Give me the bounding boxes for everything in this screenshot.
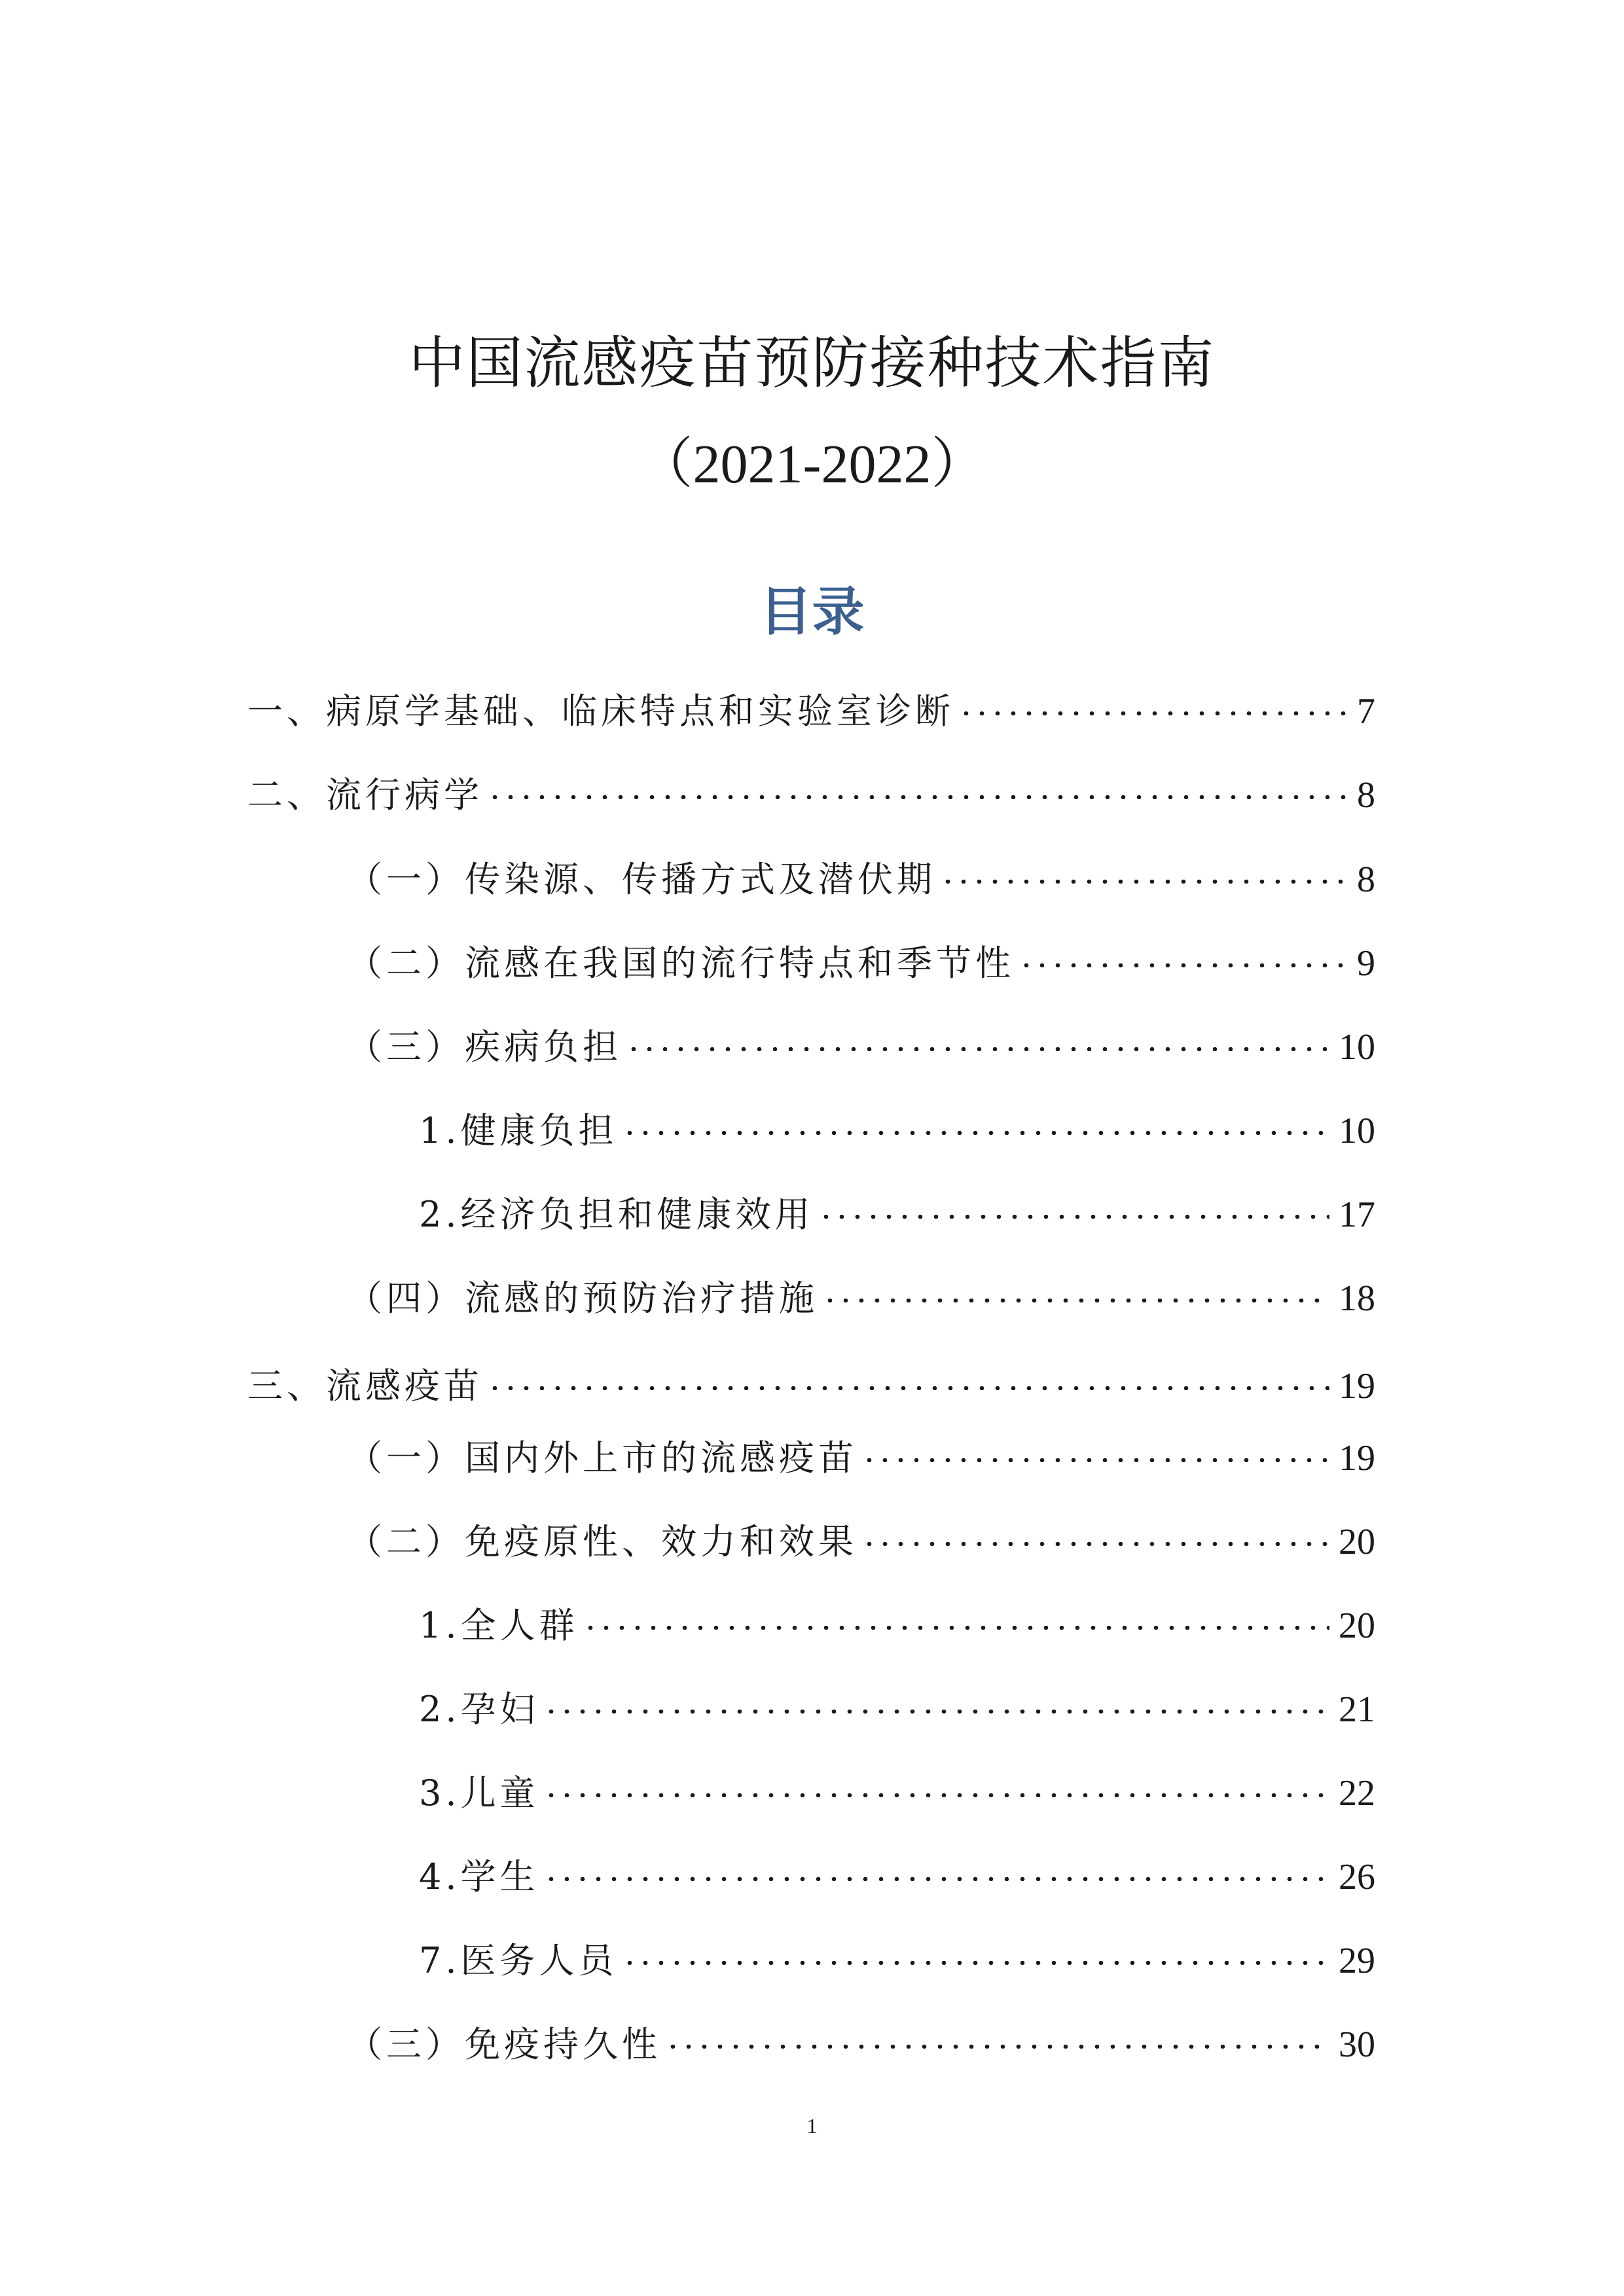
toc-entry[interactable] [247,1352,1375,1407]
toc-entry[interactable] [347,929,1375,984]
toc-dot-leader [958,677,1348,723]
toc-entry[interactable] [247,677,1375,732]
toc-entry-label: 2.孕妇 [419,1689,539,1730]
toc-entry[interactable] [347,1265,1375,1319]
toc-entry[interactable] [419,1097,1375,1151]
toc-entry-page-number: 18 [1339,1278,1375,1319]
toc-dot-leader [622,1097,1329,1143]
toc-dot-leader [487,1352,1329,1398]
toc-entry-page-number: 8 [1357,775,1375,816]
toc-entry-label: （二）流感在我国的流行特点和季节性 [347,942,1015,984]
toc-dot-leader [487,761,1348,807]
toc-entry-page-number: 29 [1339,1941,1375,1981]
toc-entry-page-number: 19 [1339,1366,1375,1407]
toc-dot-leader [626,1013,1329,1059]
toc-entry-page-number: 17 [1339,1194,1375,1235]
toc-dot-leader [861,1508,1329,1554]
toc-entry[interactable] [347,846,1375,900]
toc-entry-label: 三、流感疫苗 [247,1365,483,1407]
toc-entry-page-number: 20 [1339,1605,1375,1646]
toc-dot-leader [822,1265,1329,1310]
toc-entry-label: （一）传染源、传播方式及潜伏期 [347,859,936,900]
toc-entry-label: 1.健康负担 [419,1110,618,1151]
toc-entry-page-number: 8 [1357,859,1375,900]
toc-entry-page-number: 30 [1339,2024,1375,2065]
toc-entry[interactable] [419,1843,1375,1897]
toc-heading: 目录 [759,581,865,642]
toc-entry[interactable] [347,2011,1375,2065]
toc-entry-label: 2.经济负担和健康效用 [419,1194,814,1235]
toc-entry[interactable] [419,1592,1375,1646]
toc-entry-label: 1.全人群 [419,1605,579,1646]
toc-entry-page-number: 22 [1339,1773,1375,1814]
toc-entry-label: （一）国内外上市的流感疫苗 [347,1437,857,1479]
toc-entry-label: （三）免疫持久性 [347,2024,661,2065]
toc-entry-label: 二、流行病学 [247,774,483,816]
toc-entry[interactable] [419,1676,1375,1730]
toc-dot-leader [940,846,1348,891]
toc-entry-label: 4.学生 [419,1856,539,1897]
page-number: 1 [806,2114,818,2138]
toc-entry[interactable] [347,1424,1375,1479]
toc-dot-leader [818,1181,1329,1227]
toc-entry-page-number: 7 [1357,691,1375,732]
document-title: 中国流感疫苗预防接种技术指南 [408,331,1216,396]
toc-entry-page-number: 10 [1339,1027,1375,1067]
toc-entry[interactable] [419,1927,1375,1981]
toc-entry-label: （三）疾病负担 [347,1026,622,1067]
toc-entry-label: 7.医务人员 [419,1940,618,1981]
toc-entry[interactable] [347,1508,1375,1562]
toc-entry-page-number: 19 [1339,1438,1375,1479]
toc-dot-leader [665,2011,1329,2056]
toc-entry-label: 3.儿童 [419,1772,539,1814]
document-subtitle: （2021-2022） [638,434,986,495]
toc-entry-page-number: 9 [1357,943,1375,984]
toc-entry-label: （四）流感的预防治疗措施 [347,1278,818,1319]
toc-dot-leader [1019,929,1348,975]
toc-dot-leader [543,1843,1329,1889]
toc-dot-leader [543,1676,1329,1721]
toc-entry[interactable] [419,1181,1375,1235]
toc-dot-leader [622,1927,1329,1973]
toc-dot-leader [583,1592,1329,1638]
toc-entry[interactable] [419,1759,1375,1814]
toc-entry[interactable] [347,1013,1375,1067]
toc-entry[interactable] [247,761,1375,816]
toc-dot-leader [543,1759,1329,1805]
toc-entry-label: 一、病原学基础、临床特点和实验室诊断 [247,691,954,732]
toc-entry-page-number: 21 [1339,1689,1375,1730]
toc-entry-page-number: 26 [1339,1857,1375,1897]
toc-dot-leader [861,1424,1329,1470]
toc-entry-label: （二）免疫原性、效力和效果 [347,1521,857,1562]
toc-entry-page-number: 10 [1339,1111,1375,1151]
toc-entry-page-number: 20 [1339,1522,1375,1562]
